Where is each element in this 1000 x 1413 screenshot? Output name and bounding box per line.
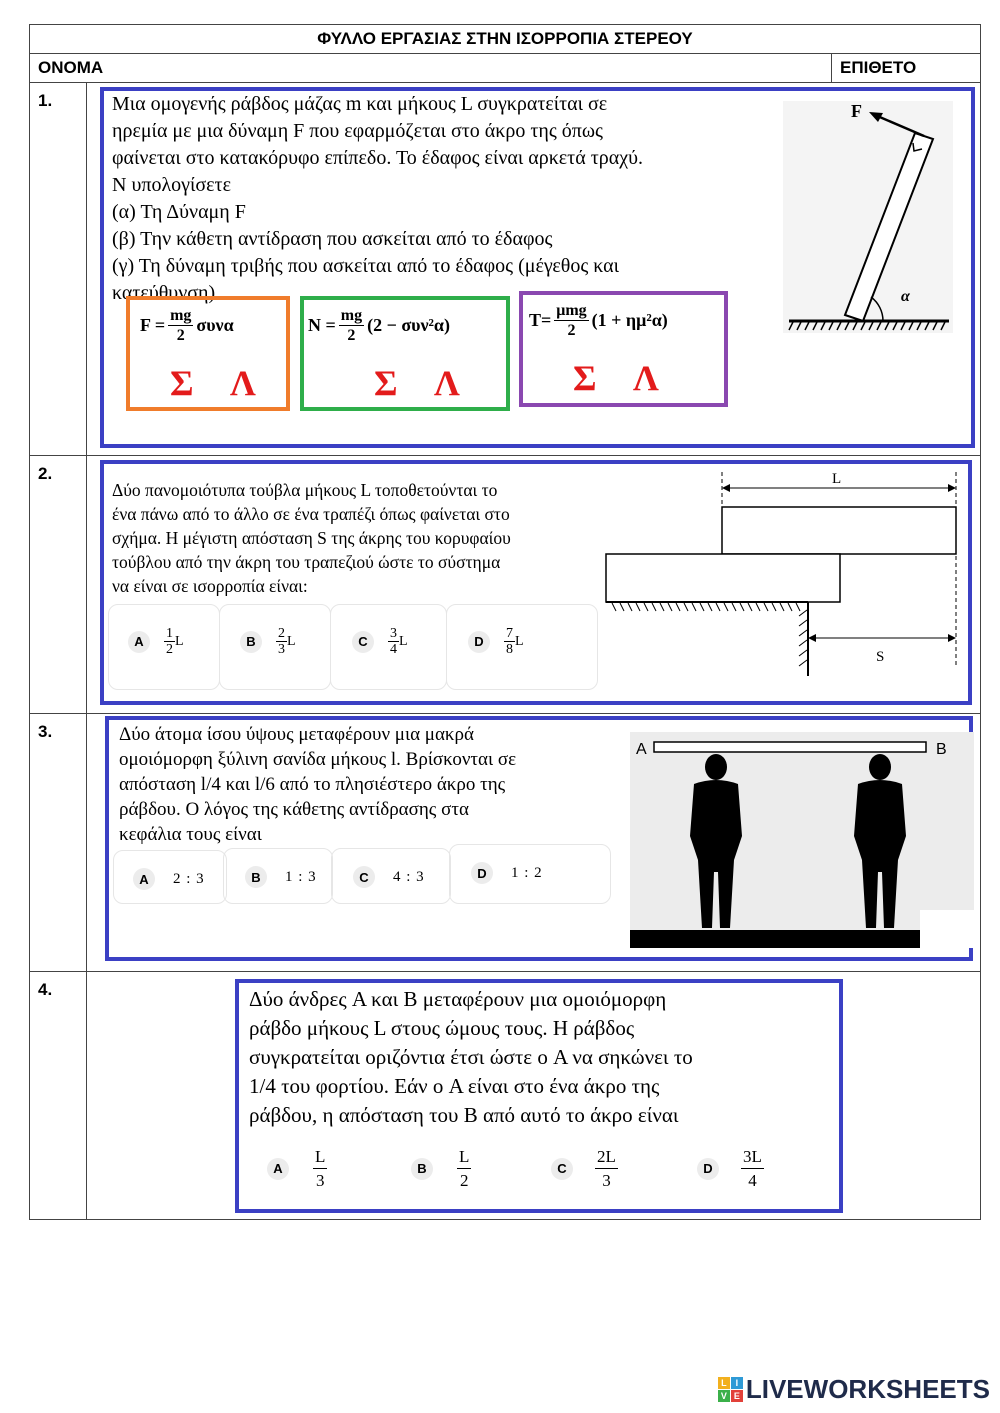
option-value: 2 : 3 bbox=[173, 870, 205, 887]
option-letter: D bbox=[468, 631, 490, 653]
option-letter: A bbox=[128, 631, 150, 653]
q4-option-b[interactable]: B L 2 bbox=[411, 1145, 471, 1192]
answer-box-friction[interactable] bbox=[519, 291, 728, 407]
question-4-box bbox=[235, 979, 843, 1213]
surname-label: ΕΠΙΘΕΤΟ bbox=[839, 58, 917, 77]
option-letter: B bbox=[411, 1158, 433, 1180]
answer-true-friction[interactable]: Σ bbox=[573, 358, 597, 398]
two-people-plank-figure bbox=[630, 732, 974, 948]
plank-end-b: B bbox=[936, 741, 947, 758]
brick-length-label: L bbox=[832, 471, 842, 487]
distance-label: S bbox=[876, 649, 885, 665]
option-letter: B bbox=[240, 631, 262, 653]
question-number-4: 4. bbox=[30, 972, 87, 1220]
answer-true-normal[interactable]: Σ bbox=[374, 363, 398, 403]
question-1-cell bbox=[87, 83, 981, 456]
angle-label: α bbox=[901, 288, 910, 305]
question-3-cell bbox=[87, 714, 981, 972]
option-letter: C bbox=[353, 866, 375, 888]
answer-box-normal[interactable] bbox=[300, 296, 510, 411]
formula-friction: T= $\frac{\text{μmg}}{2}$ (1 + ημ²α) bbox=[529, 302, 668, 339]
logo-mark-icon: L I V E bbox=[718, 1377, 743, 1402]
leaning-rod-figure bbox=[783, 101, 953, 333]
worksheet-title: ΦΥΛΛΟ ΕΡΓΑΣΙΑΣ ΣΤΗΝ ΙΣΟΡΡΟΠΙΑ ΣΤΕΡΕΟΥ bbox=[30, 25, 981, 54]
answer-false-friction[interactable]: Λ bbox=[633, 358, 659, 398]
option-letter: C bbox=[551, 1158, 573, 1180]
option-value: 1 : 3 bbox=[285, 868, 317, 885]
answer-false-force[interactable]: Λ bbox=[230, 363, 256, 403]
surname-field[interactable] bbox=[831, 54, 980, 83]
option-value: 4 : 3 bbox=[393, 868, 425, 885]
q4-option-d[interactable]: D 3L 4 bbox=[697, 1145, 764, 1192]
answer-true-force[interactable]: Σ bbox=[170, 363, 194, 403]
liveworksheets-logo bbox=[718, 1374, 990, 1405]
formula-normal: N = $\frac{mg}{2}$ (2 − συν²α) bbox=[308, 307, 450, 344]
answer-false-normal[interactable]: Λ bbox=[434, 363, 460, 403]
q2-option-a[interactable]: A 1 2 L bbox=[128, 626, 184, 657]
q3-option-b[interactable] bbox=[245, 866, 317, 888]
question-1-box bbox=[100, 87, 975, 448]
name-label: ΟΝΟΜΑ bbox=[38, 58, 104, 77]
option-letter: B bbox=[245, 866, 267, 888]
force-label: F bbox=[851, 101, 862, 121]
option-letter: D bbox=[471, 862, 493, 884]
option-letter: A bbox=[133, 868, 155, 890]
stacked-bricks-figure bbox=[604, 468, 966, 678]
question-2-cell bbox=[87, 456, 981, 714]
answer-box-force[interactable] bbox=[126, 296, 290, 411]
q2-option-b[interactable]: B 2 3 L bbox=[240, 626, 296, 657]
option-letter: C bbox=[352, 631, 374, 653]
plank-end-a: A bbox=[636, 741, 647, 758]
q3-option-d[interactable] bbox=[471, 862, 543, 884]
option-letter: A bbox=[267, 1158, 289, 1180]
q3-option-c[interactable] bbox=[353, 866, 425, 888]
option-value: 1 : 2 bbox=[511, 864, 543, 881]
name-field[interactable] bbox=[30, 54, 832, 83]
q4-option-c[interactable]: C 2L 3 bbox=[551, 1145, 618, 1192]
question-2-box bbox=[100, 460, 972, 705]
question-4-cell bbox=[87, 972, 981, 1220]
q4-option-a[interactable]: A L 3 bbox=[267, 1145, 327, 1192]
question-2-text: Δύο πανομοιότυπα τούβλα μήκους L τοποθετούνται το ένα πάνω από το άλλο σε ένα τραπέζι όπως φαίνεται στο σχήμα. Η μέγιστη απόσταση S της άκρης του κορυφαίου τούβλου από την άκρη του τραπεζιού ώστε το σύστημα να είναι σε ισορροπία είναι: bbox=[112, 480, 511, 596]
q2-option-d[interactable]: D 7 8 L bbox=[468, 626, 524, 657]
question-1-text: Μια ομογενής ράβδος μάζας m και μήκους L συγκρατείται σε ηρεμία με μια δύναμη F που εφαρμόζεται στο άκρο της όπως φαίνεται στο κατακόρυφο επίπεδο. Το έδαφος είναι αρκετά τραχύ. Ν υπολογίσετε (α) Τη Δύναμη F (β) Την κάθετη αντίδραση που ασκείται από το έδαφος (γ) Τη δύναμη τριβής που ασκείται από το έδαφος (μέγεθος και κατεύθυνση) bbox=[112, 93, 643, 304]
question-3-box bbox=[105, 716, 973, 961]
worksheet-table bbox=[29, 24, 981, 1220]
question-number-1: 1. bbox=[30, 83, 87, 456]
question-number-3: 3. bbox=[30, 714, 87, 972]
q2-option-c[interactable]: C 3 4 L bbox=[352, 626, 408, 657]
logo-text: LIVEWORKSHEETS bbox=[745, 1374, 990, 1404]
formula-force: F = $\frac{mg}{2}$ συνα bbox=[140, 307, 234, 344]
question-3-text: Δύο άτομα ίσου ύψους μεταφέρουν μια μακρά ομοιόμορφη ξύλινη σανίδα μήκους l. Βρίσκονται σε απόσταση l/4 και l/6 από το πλησιέστερο άκρο της ράβδου. Ο λόγος της κάθετης αντίδρασης στα κεφάλια τους είναι bbox=[119, 724, 517, 845]
question-number-2: 2. bbox=[30, 456, 87, 714]
question-4-text: Δύο άνδρες A και B μεταφέρουν μια ομοιόμορφη ράβδο μήκους L στους ώμους τους. Η ράβδος συγκρατείται οριζόντια έτσι ώστε ο A να σηκώνει το 1/4 του φορτίου. Εάν ο A είναι στο ένα άκρο της ράβδου, η απόσταση του B από αυτό το άκρο είναι bbox=[249, 987, 693, 1127]
option-letter: D bbox=[697, 1158, 719, 1180]
q3-option-a[interactable] bbox=[133, 868, 205, 890]
